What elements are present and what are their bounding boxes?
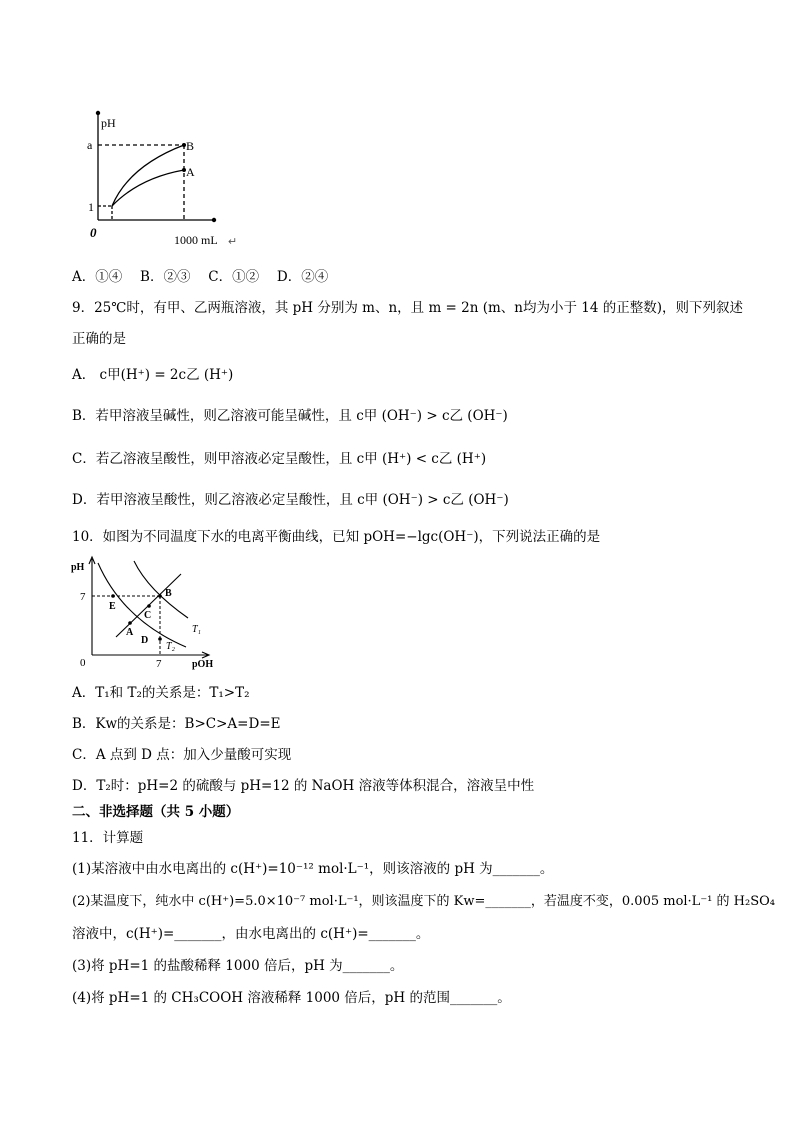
fig2-y-tick: 7 xyxy=(80,591,86,603)
q10-option-d: D．T₂时：pH=2 的硫酸与 pH=12 的 NaOH 溶液等体积混合，溶液呈中性 xyxy=(72,778,535,794)
fig1-x-tick: 1000 mL xyxy=(174,233,218,247)
ionization-figure xyxy=(68,555,218,671)
fig1-tick-a: a xyxy=(87,138,93,152)
dilution-figure xyxy=(84,108,244,250)
q9-option-a: A． c甲(H⁺) = 2c乙 (H⁺) xyxy=(72,367,234,383)
fig2-curve-T1-label: T₁ xyxy=(192,624,202,635)
q10-option-b: B．Kw的关系是：B>C>A=D=E xyxy=(72,716,281,732)
fig2-point-D-dot xyxy=(158,637,162,641)
fig2-point-C: C xyxy=(144,610,152,621)
fig1-x-axis-arrow xyxy=(212,218,216,222)
fig2-point-A: A xyxy=(126,627,134,638)
fig2-point-C-dot xyxy=(147,604,151,608)
q10-stem: 10．如图为不同温度下水的电离平衡曲线，已知 pOH=−lgc(OH⁻)，下列说法正确的是 xyxy=(72,529,601,545)
section2-title: 二、非选择题（共 5 小题） xyxy=(72,804,240,820)
q11-part4: (4)将 pH=1 的 CH₃COOH 溶液稀释 1000 倍后，pH 的范围_______。 xyxy=(72,990,511,1006)
q11-part1: (1)某溶液中由水电离出的 c(H⁺)=10⁻¹² mol·L⁻¹，则该溶液的 pH 为_______。 xyxy=(72,861,554,877)
q10-option-a: A．T₁和 T₂的关系是：T₁>T₂ xyxy=(72,685,250,701)
q10-option-c: C．A 点到 D 点：加入少量酸可实现 xyxy=(72,747,292,763)
fig1-tick-1: 1 xyxy=(88,200,94,214)
fig2-curve-T1 xyxy=(134,561,188,618)
fig2-point-E-dot xyxy=(111,594,115,598)
fig2-point-A-dot xyxy=(128,621,132,625)
fig1-point-A: A xyxy=(186,165,195,179)
q9-stem-line2: 正确的是 xyxy=(72,331,126,347)
fig1-return-mark: ↵ xyxy=(228,236,238,248)
q8-options: A．①④ B．②③ C．①② D．②④ xyxy=(72,269,329,285)
fig2-y-label: pH xyxy=(71,562,85,573)
fig2-point-B: B xyxy=(165,588,172,599)
fig2-point-E: E xyxy=(109,601,116,612)
fig2-curve-T2-label: T₂ xyxy=(166,641,176,652)
fig2-x-label: pOH xyxy=(192,659,214,670)
q11-title: 11．计算题 xyxy=(72,830,144,846)
q11-part3: (3)将 pH=1 的盐酸稀释 1000 倍后，pH 为_______。 xyxy=(72,958,404,974)
fig1-y-axis-arrow xyxy=(96,111,100,115)
q9-option-c: C．若乙溶液呈酸性，则甲溶液必定呈酸性，且 c甲 (H⁺) < c乙 (H⁺) xyxy=(72,451,487,467)
fig1-origin: 0 xyxy=(90,225,97,240)
fig2-point-D: D xyxy=(141,635,149,646)
q9-option-b: B．若甲溶液呈碱性，则乙溶液可能呈碱性，且 c甲 (OH⁻) > c乙 (OH⁻) xyxy=(72,408,508,424)
fig2-point-B-dot xyxy=(158,594,162,598)
fig1-point-B: B xyxy=(186,139,195,153)
q11-part2-line1: (2)某温度下，纯水中 c(H⁺)=5.0×10⁻⁷ mol·L⁻¹，则该温度下的 Kw=_______，若温度不变，0.005 mol·L⁻¹ 的 H₂SO₄ xyxy=(72,894,775,909)
q9-option-d: D．若甲溶液呈酸性，则乙溶液必定呈酸性，且 c甲 (OH⁻) > c乙 (OH⁻) xyxy=(72,492,509,508)
q9-stem-line1: 9．25℃时，有甲、乙两瓶溶液，其 pH 分别为 m、n，且 m = 2n (m、n均为小于 14 的正整数)，则下列叙述 xyxy=(72,300,744,316)
fig2-origin: 0 xyxy=(80,657,86,669)
fig2-x-tick: 7 xyxy=(156,658,162,670)
fig1-y-label: pH xyxy=(101,116,116,130)
q11-part2-line2: 溶液中，c(H⁺)=_______，由水电离出的 c(H⁺)=_______。 xyxy=(72,926,430,942)
